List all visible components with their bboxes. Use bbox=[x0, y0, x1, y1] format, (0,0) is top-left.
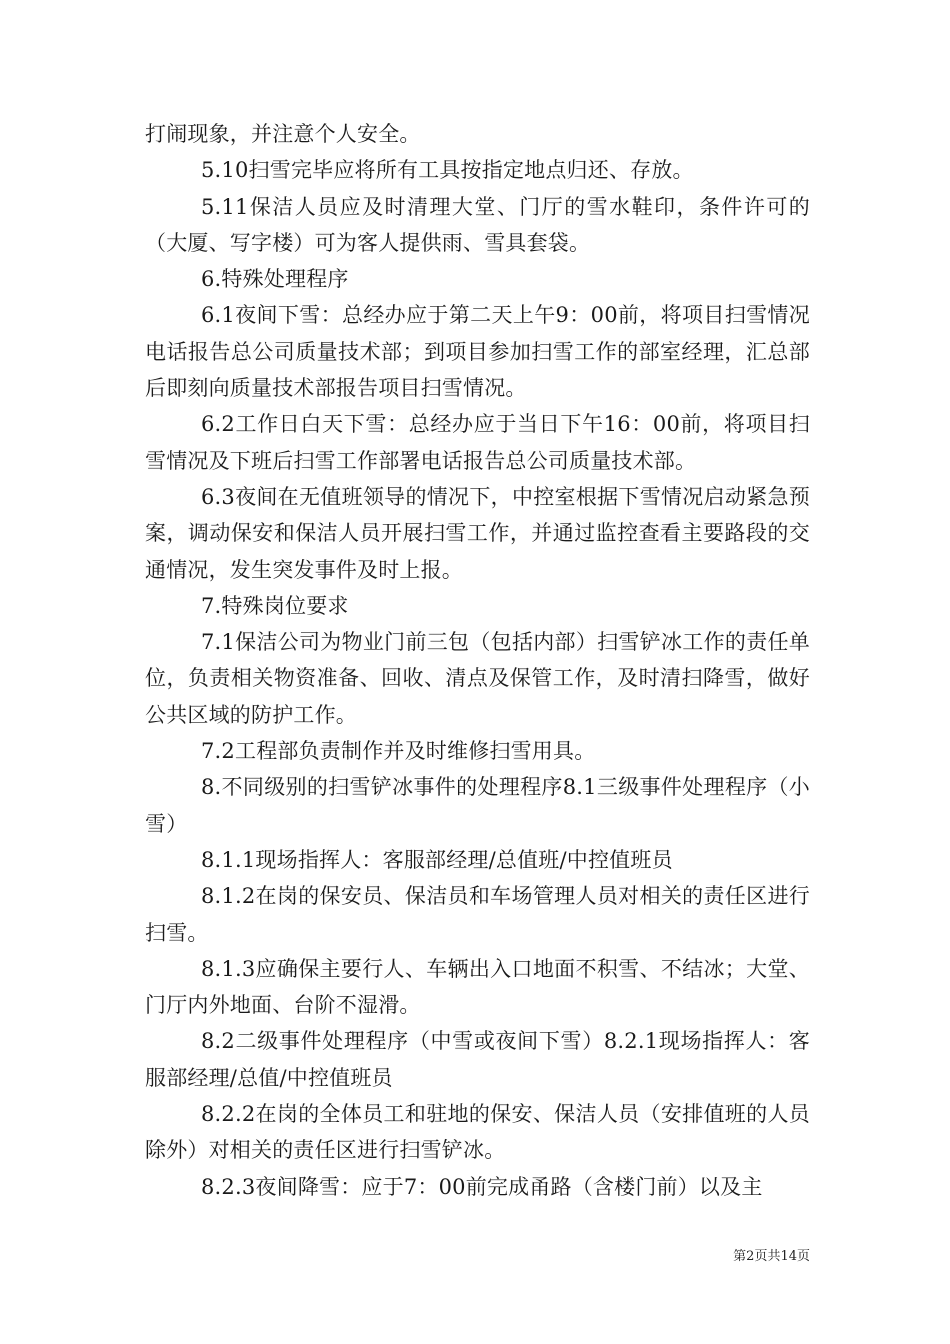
paragraph: 5.10扫雪完毕应将所有工具按指定地点归还、存放。 bbox=[201, 158, 694, 183]
paragraph: 8.2.3夜间降雪：应于7：00前完成甬路（含楼门前）以及主 bbox=[201, 1174, 763, 1199]
paragraph: 8.2.2在岗的全体员工和驻地的保安、保洁人员（安排值班的人员除外）对相关的责任区进行扫雪铲冰。 bbox=[145, 1102, 810, 1163]
paragraph: 打闹现象，并注意个人安全。 bbox=[145, 122, 421, 146]
paragraph: 6.3夜间在无值班领导的情况下，中控室根据下雪情况启动紧急预案，调动保安和保洁人员开展扫雪工作，并通过监控查看主要路段的交通情况，发生突发事件及时上报。 bbox=[145, 484, 810, 582]
paragraph: 8.不同级别的扫雪铲冰事件的处理程序8.1三级事件处理程序（小雪） bbox=[145, 775, 810, 836]
paragraph: 6.特殊处理程序 bbox=[201, 267, 349, 292]
paragraph: 7.1保洁公司为物业门前三包（包括内部）扫雪铲冰工作的责任单位，负责相关物资准备、回收、清点及保管工作，及时清扫降雪，做好公共区域的防护工作。 bbox=[145, 630, 810, 727]
paragraph: 6.1夜间下雪：总经办应于第二天上午9：00前，将项目扫雪情况电话报告总公司质量技术部；到项目参加扫雪工作的部室经理，汇总部后即刻向质量技术部报告项目扫雪情况。 bbox=[145, 303, 810, 401]
paragraph: 7.2工程部负责制作并及时维修扫雪用具。 bbox=[201, 739, 596, 764]
paragraph: 7.特殊岗位要求 bbox=[201, 593, 349, 618]
paragraph: 8.1.1现场指挥人：客服部经理/总值班/中控值班员 bbox=[201, 847, 673, 872]
paragraph: 8.1.3应确保主要行人、车辆出入口地面不积雪、不结冰；大堂、门厅内外地面、台阶不湿滑。 bbox=[145, 956, 810, 1018]
paragraph: 5.11保洁人员应及时清理大堂、门厅的雪水鞋印，条件许可的（大厦、写字楼）可为客人提供雨、雪具套袋。 bbox=[145, 194, 810, 255]
page-number-footer: 第2页共14页 bbox=[733, 1249, 810, 1264]
document-body bbox=[145, 116, 810, 1205]
paragraph: 6.2工作日白天下雪：总经办应于当日下午16：00前，将项目扫雪情况及下班后扫雪工作部署电话报告总公司质量技术部。 bbox=[145, 412, 810, 473]
paragraph: 8.2二级事件处理程序（中雪或夜间下雪）8.2.1现场指挥人：客服部经理/总值/中控值班员 bbox=[145, 1029, 810, 1090]
paragraph: 8.1.2在岗的保安员、保洁员和车场管理人员对相关的责任区进行扫雪。 bbox=[145, 884, 810, 945]
